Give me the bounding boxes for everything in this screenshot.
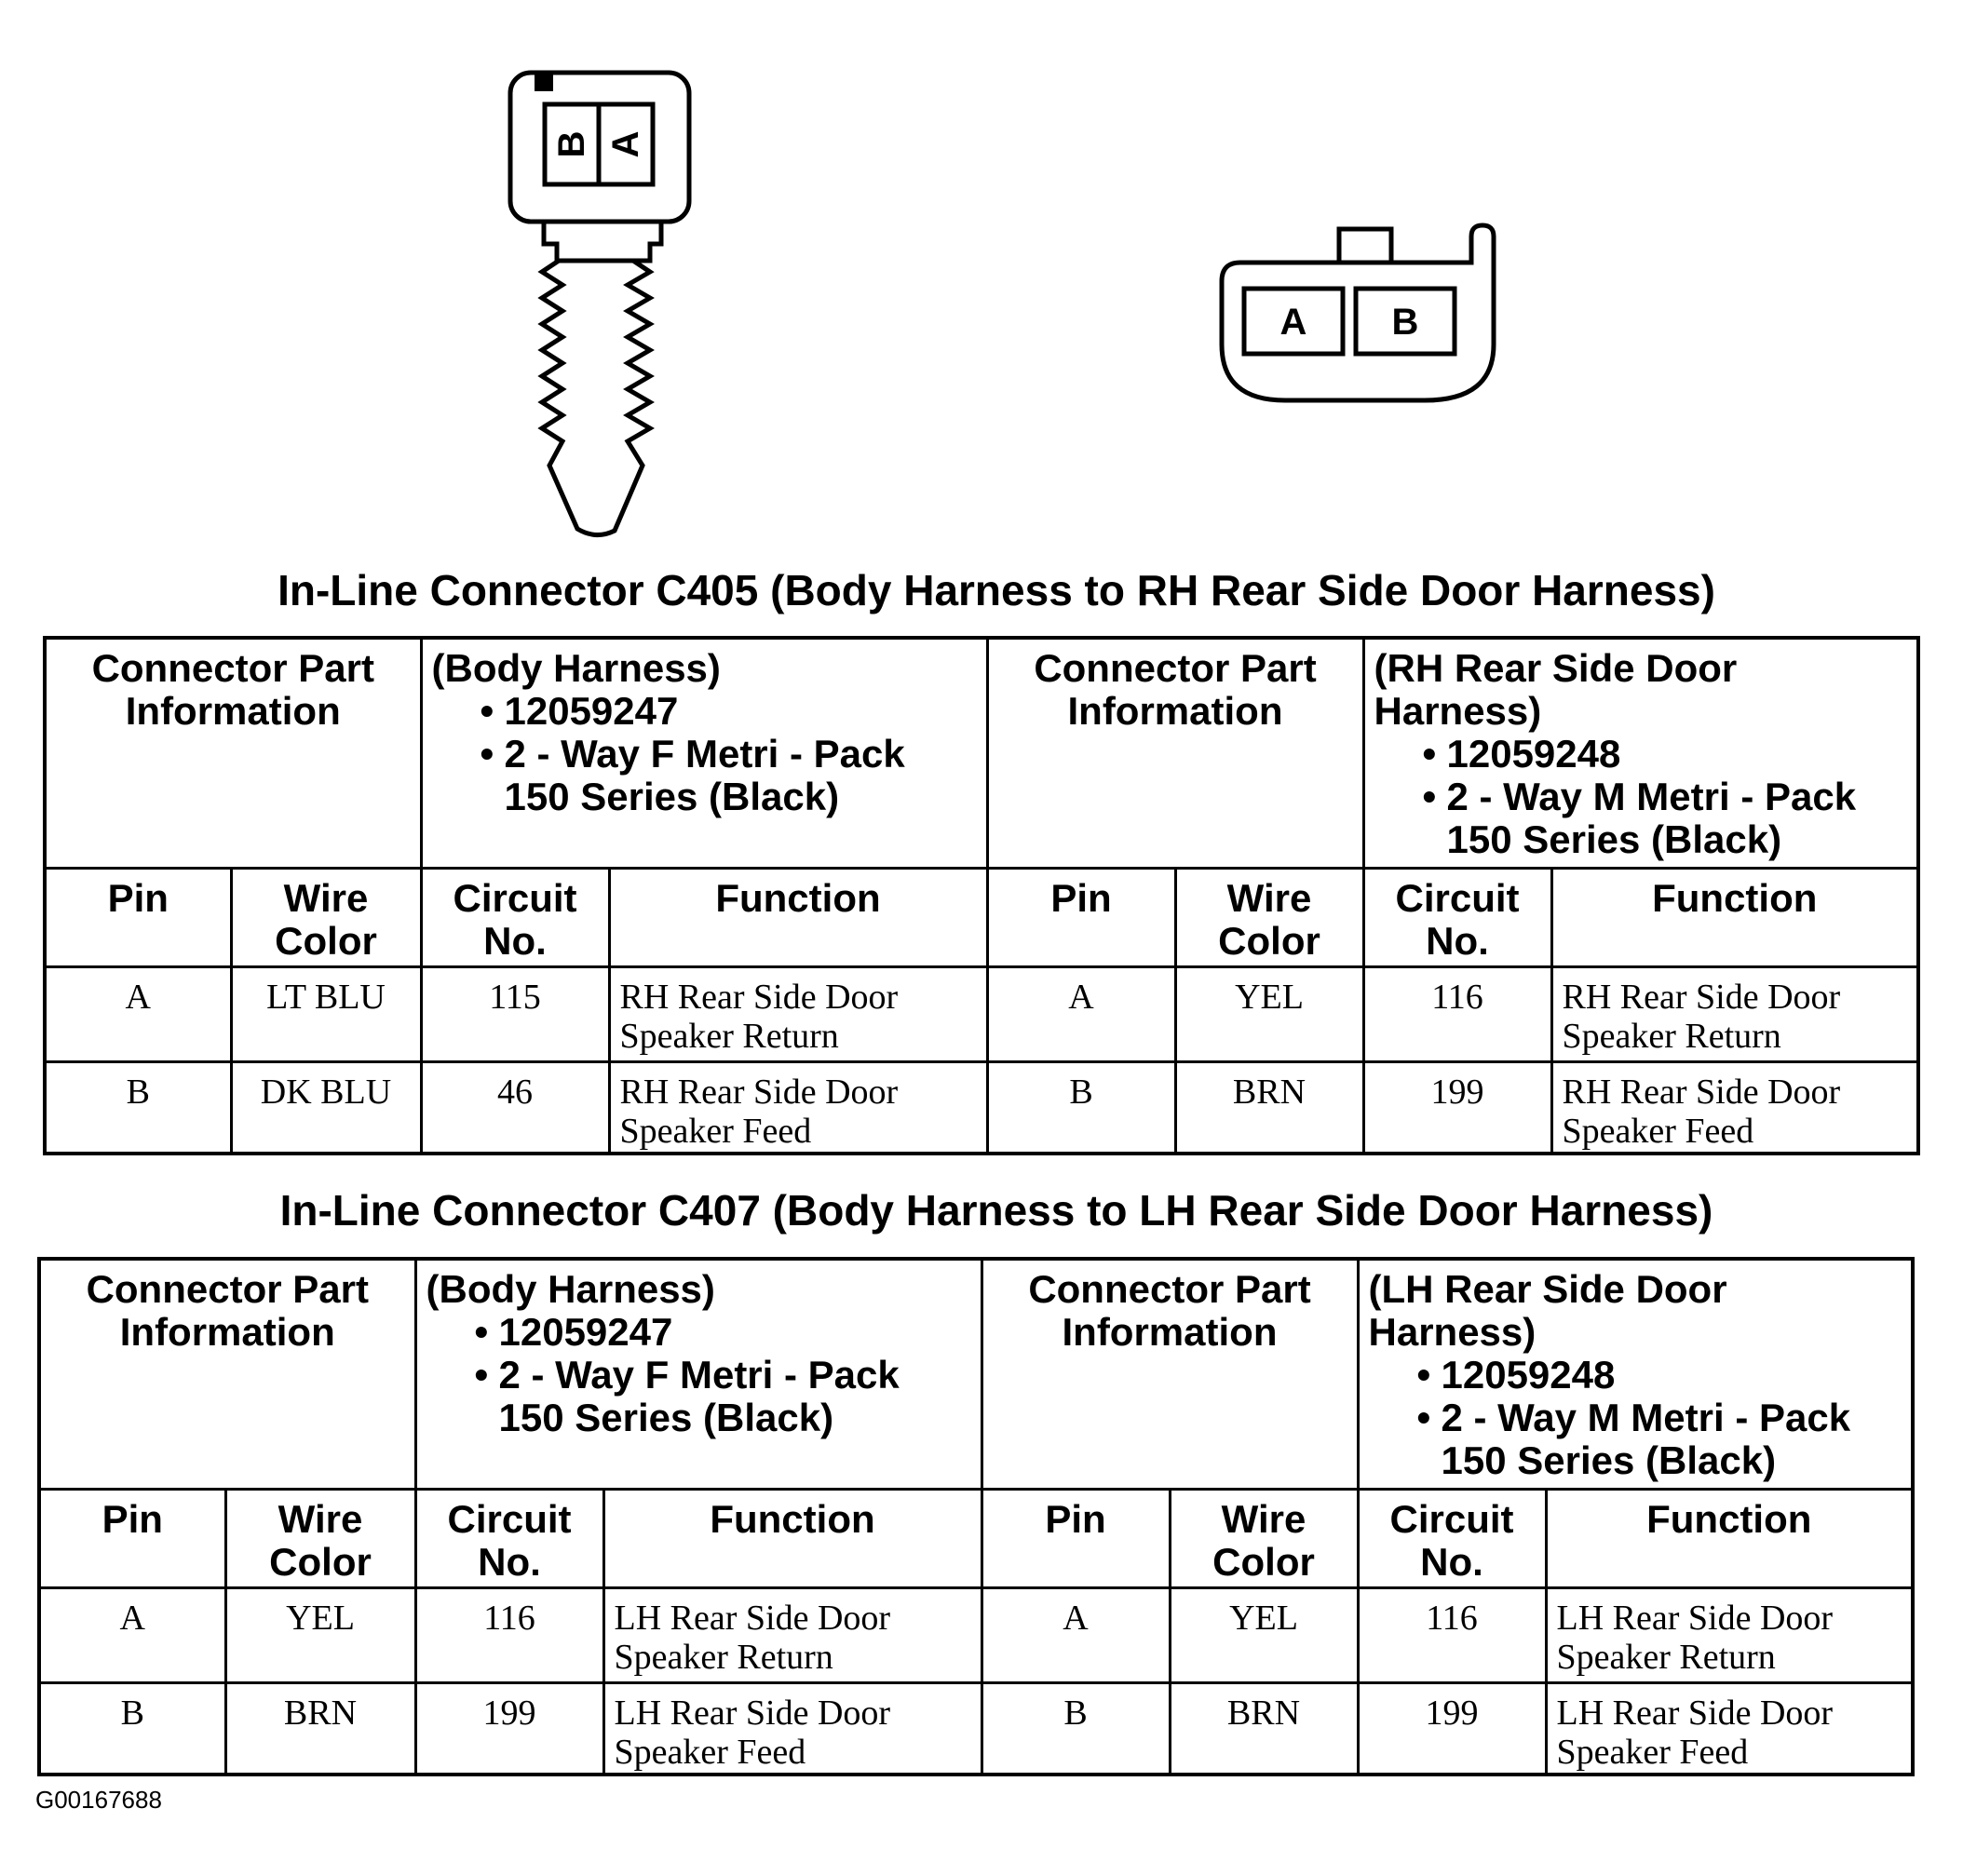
c407-left-harness: (Body Harness) [426, 1267, 715, 1311]
column-header: Wire Color [231, 869, 421, 967]
function-cell: LH Rear Side Door Speaker Return [603, 1588, 982, 1683]
table-row [45, 967, 1918, 1062]
c405-right-part-label: Connector Part Information [987, 638, 1363, 869]
female-connector-view [510, 73, 689, 535]
right-cavity-a-label: A [1279, 302, 1307, 343]
pin-cell: A [45, 967, 231, 1062]
c407-right-part-number: • 12059248 [1417, 1354, 1904, 1397]
circuit-cell: 199 [1363, 1062, 1551, 1154]
pin-cell: A [39, 1588, 225, 1683]
left-cavity-b-label: B [551, 130, 592, 158]
column-header: Circuit No. [1358, 1490, 1546, 1588]
c405-left-part-info [421, 638, 987, 869]
c407-left-part-info [415, 1259, 982, 1490]
circuit-cell: 116 [415, 1588, 603, 1683]
right-cavity-b-label: B [1391, 302, 1419, 343]
c405-left-part-type: • 2 - Way F Metri - Pack 150 Series (Black) [481, 733, 979, 818]
pin-cell: B [45, 1062, 231, 1154]
male-connector-view [1222, 225, 1494, 400]
function-cell: RH Rear Side Door Speaker Return [609, 967, 987, 1062]
column-header: Pin [987, 869, 1175, 967]
column-header: Pin [45, 869, 231, 967]
column-header: Pin [982, 1490, 1170, 1588]
c405-right-part-number: • 12059248 [1423, 733, 1910, 776]
c405-right-part-type: • 2 - Way M Metri - Pack 150 Series (Black) [1423, 776, 1910, 861]
function-cell: LH Rear Side Door Speaker Return [1546, 1588, 1913, 1683]
wire-color-cell: BRN [1170, 1683, 1358, 1775]
wire-color-cell: LT BLU [231, 967, 421, 1062]
column-header: Circuit No. [421, 869, 609, 967]
c407-right-part-type: • 2 - Way M Metri - Pack 150 Series (Black) [1417, 1397, 1904, 1482]
c407-left-part-type: • 2 - Way F Metri - Pack 150 Series (Black) [475, 1354, 973, 1439]
function-cell: RH Rear Side Door Speaker Feed [1551, 1062, 1918, 1154]
wire-color-cell: YEL [225, 1588, 415, 1683]
c405-title: In-Line Connector C405 (Body Harness to RH Rear Side Door Harness) [278, 566, 1715, 614]
circuit-cell: 116 [1358, 1588, 1546, 1683]
c405-left-part-number: • 12059247 [481, 690, 979, 733]
wire-color-cell: YEL [1175, 967, 1363, 1062]
wire-color-cell: BRN [225, 1683, 415, 1775]
table-row [45, 1062, 1918, 1154]
circuit-cell: 199 [415, 1683, 603, 1775]
c407-table [37, 1257, 1915, 1776]
pin-cell: A [982, 1588, 1170, 1683]
c407-title: In-Line Connector C407 (Body Harness to LH Rear Side Door Harness) [279, 1186, 1713, 1235]
function-cell: RH Rear Side Door Speaker Return [1551, 967, 1918, 1062]
pin-cell: B [982, 1683, 1170, 1775]
connector-illustrations [0, 0, 1963, 596]
circuit-cell: 116 [1363, 967, 1551, 1062]
figure-id: G00167688 [35, 1786, 162, 1814]
c405-left-harness: (Body Harness) [431, 646, 721, 690]
circuit-cell: 115 [421, 967, 609, 1062]
wire-color-cell: DK BLU [231, 1062, 421, 1154]
wire-color-cell: BRN [1175, 1062, 1363, 1154]
table-row [39, 1588, 1913, 1683]
column-header: Wire Color [1170, 1490, 1358, 1588]
column-header: Function [1551, 869, 1918, 967]
column-header: Circuit No. [1363, 869, 1551, 967]
c405-right-part-info [1363, 638, 1918, 869]
c407-right-harness: (LH Rear Side Door Harness) [1368, 1267, 1727, 1354]
c407-right-part-label: Connector Part Information [982, 1259, 1358, 1490]
wire-color-cell: YEL [1170, 1588, 1358, 1683]
c405-right-harness: (RH Rear Side Door Harness) [1374, 646, 1738, 733]
left-cavity-a-label: A [605, 130, 646, 158]
function-cell: RH Rear Side Door Speaker Feed [609, 1062, 987, 1154]
column-header: Wire Color [225, 1490, 415, 1588]
pin-cell: B [987, 1062, 1175, 1154]
column-header: Circuit No. [415, 1490, 603, 1588]
c407-left-part-label: Connector Part Information [39, 1259, 415, 1490]
circuit-cell: 199 [1358, 1683, 1546, 1775]
c407-right-part-info [1358, 1259, 1913, 1490]
c405-table [43, 636, 1920, 1155]
column-header: Function [609, 869, 987, 967]
c405-left-part-label: Connector Part Information [45, 638, 421, 869]
pin-cell: A [987, 967, 1175, 1062]
function-cell: LH Rear Side Door Speaker Feed [1546, 1683, 1913, 1775]
c407-left-part-number: • 12059247 [475, 1311, 973, 1354]
column-header: Pin [39, 1490, 225, 1588]
function-cell: LH Rear Side Door Speaker Feed [603, 1683, 982, 1775]
table-row [39, 1683, 1913, 1775]
circuit-cell: 46 [421, 1062, 609, 1154]
pin-cell: B [39, 1683, 225, 1775]
column-header: Wire Color [1175, 869, 1363, 967]
column-header: Function [603, 1490, 982, 1588]
column-header: Function [1546, 1490, 1913, 1588]
